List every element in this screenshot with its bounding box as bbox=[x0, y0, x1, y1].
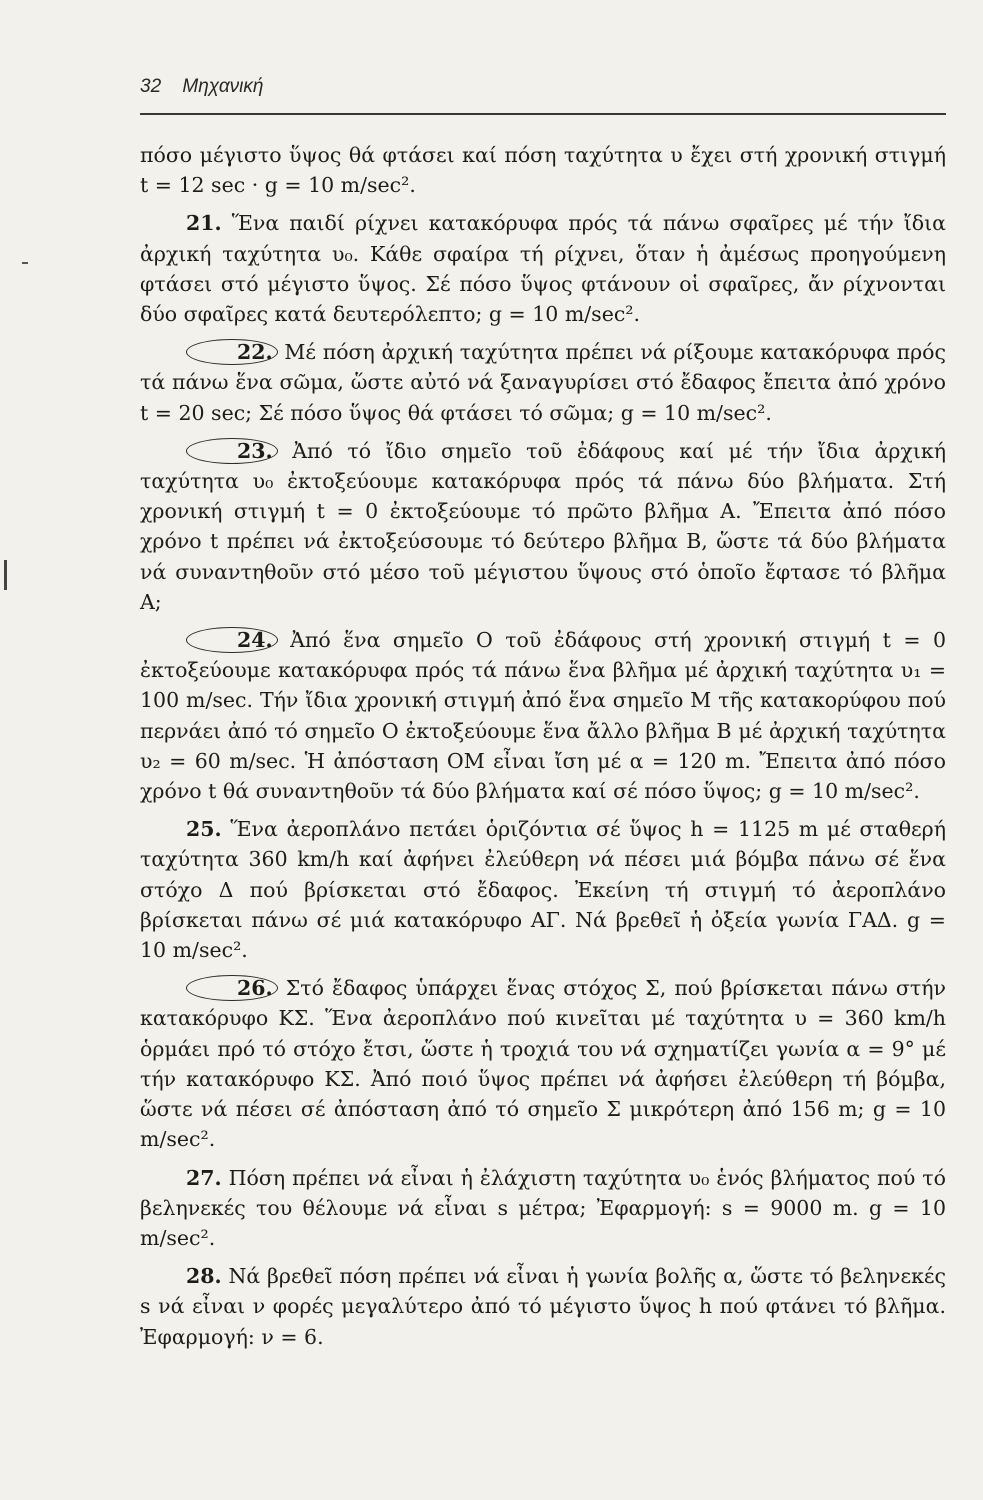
problem-number: 25. bbox=[186, 817, 222, 842]
paragraph-text: Στό ἔδαφος ὑπάρχει ἕνας στόχος Σ, πού βρίσκεται πάνω στήν κατακόρυφο ΚΣ. Ἕνα ἀεροπλάνο πού κινεῖται μέ ταχύτητα υ = 360 km/h ὁρμάει πρό τό στόχο ἔτσι, ὥστε ἡ τροχιά του νά σχηματίζει γωνία α = 9° μέ τήν κατακόρυφο ΚΣ. Ἀπό ποιό ὕψος πρέπει νά ἀφήσει ἐλεύθερη τή βόμβα, ὥστε νά πέσει σέ ἀπόσταση ἀπό τό σημεῖο Σ μικρότερη ἀπό 156 m; g = 10 m/sec². bbox=[140, 976, 946, 1152]
problem-21 bbox=[140, 208, 946, 329]
paragraph-text: Ἕνα ἀεροπλάνο πετάει ὁριζόντια σέ ὕψος h = 1125 m μέ σταθερή ταχύτητα 360 km/h καί ἀφήνει ἐλεύθερη νά πέσει μιά βόμβα πάνω σέ ἕνα στόχο Δ πού βρίσκεται στό ἔδαφος. Ἐκείνη τή στιγμή τό ἀεροπλάνο βρίσκεται πάνω σέ μιά κατακόρυφο ΑΓ. Νά βρεθεῖ ἡ ὀξεία γωνία ΓΑΔ. g = 10 m/sec². bbox=[140, 817, 946, 963]
paragraph-text: Μέ πόση ἀρχική ταχύτητα πρέπει νά ρίξουμε κατακόρυφα πρός τά πάνω ἕνα σῶμα, ὥστε αὐτό νά ξαναγυρίσει στό ἔδαφος ἔπειτα ἀπό χρόνο t = 20 sec; Σέ πόσο ὕψος θά φτάσει τό σῶμα; g = 10 m/sec². bbox=[140, 340, 946, 425]
problems-text bbox=[140, 140, 946, 1352]
problem-26 bbox=[140, 973, 946, 1154]
margin-mark bbox=[22, 262, 28, 264]
problem-number: 28. bbox=[186, 1264, 222, 1289]
paragraph-text: Ἕνα παιδί ρίχνει κατακόρυφα πρός τά πάνω σφαῖρες μέ τήν ἴδια ἀρχική ταχύτητα υ₀. Κάθε σφαίρα τή ρίχνει, ὅταν ἡ ἀμέσως προηγούμενη φτάσει στό μέγιστο ὕψος. Σέ πόσο ὕψος φτάνουν οἱ σφαῖρες, ἄν ρίχνονται δύο σφαῖρες κατά δευτερόλεπτο; g = 10 m/sec². bbox=[140, 211, 946, 327]
problem-number: 21. bbox=[186, 211, 222, 236]
problem-number: 24. bbox=[186, 627, 278, 653]
problem-24 bbox=[140, 625, 946, 806]
problem-25 bbox=[140, 814, 946, 965]
problem-27 bbox=[140, 1163, 946, 1254]
problem-number: 27. bbox=[186, 1165, 222, 1190]
problem-number: 23. bbox=[186, 438, 278, 464]
problem-number: 22. bbox=[186, 339, 278, 365]
running-title: Μηχανική bbox=[182, 76, 264, 97]
paragraph-text: Ἀπό ἕνα σημεῖο Ο τοῦ ἐδάφους στή χρονική στιγμή t = 0 ἐκτοξεύουμε κατακόρυφα πρός τά πάνω ἕνα βλῆμα μέ ἀρχική ταχύτητα υ₁ = 100 m/sec. Τήν ἴδια χρονική στιγμή ἀπό ἕνα σημεῖο Μ τῆς κατακορύφου πού περνάει ἀπό τό σημεῖο Ο ἐκτοξεύουμε ἕνα ἄλλο βλῆμα Β μέ ἀρχική ταχύτητα υ₂ = 60 m/sec. Ἡ ἀπόσταση ΟΜ εἶναι ἴση μέ α = 120 m. Ἔπειτα ἀπό πόσο χρόνο t θά συναντηθοῦν τά δύο βλήματα καί σέ πόσο ὕψος; g = 10 m/sec². bbox=[140, 628, 946, 804]
paragraph-text: Πόση πρέπει νά εἶναι ἡ ἐλάχιστη ταχύτητα υ₀ ἑνός βλήματος πού τό βεληνεκές του θέλουμε νά εἶναι s μέτρα; Ἐφαρμογή: s = 9000 m. g = 10 m/sec². bbox=[140, 1165, 946, 1250]
problem-20-continuation bbox=[140, 140, 946, 200]
page-number: 32 bbox=[140, 76, 162, 97]
paragraph-text: Ἀπό τό ἴδιο σημεῖο τοῦ ἐδάφους καί μέ τήν ἴδια ἀρχική ταχύτητα υ₀ ἐκτοξεύουμε κατακόρυφα πρός τά πάνω δύο βλήματα. Στή χρονική στιγμή t = 0 ἐκτοξεύουμε τό πρῶτο βλῆμα Α. Ἔπειτα ἀπό πόσο χρόνο t πρέπει νά ἐκτοξεύσουμε τό δεύτερο βλῆμα Β, ὥστε τά δύο βλήματα νά συναντηθοῦν στό μέσο τοῦ μέγιστου ὕψους στό ὁποῖο ἔφτασε τό βλῆμα Α; bbox=[140, 438, 946, 614]
problem-22 bbox=[140, 337, 946, 428]
header-rule bbox=[140, 113, 946, 115]
problem-23 bbox=[140, 436, 946, 617]
problem-28 bbox=[140, 1261, 946, 1352]
problem-number: 26. bbox=[186, 975, 278, 1001]
paragraph-text: πόσο μέγιστο ὕψος θά φτάσει καί πόση ταχύτητα υ ἔχει στή χρονική στιγμή t = 12 sec · g = 10 m/sec². bbox=[140, 143, 946, 198]
paragraph-text: Νά βρεθεῖ πόση πρέπει νά εἶναι ἡ γωνία βολῆς α, ὥστε τό βεληνεκές s νά εἶναι ν φορές μεγαλύτερο ἀπό τό μέγιστο ὕψος h πού φτάνει τό βλῆμα. Ἐφαρμογή: ν = 6. bbox=[140, 1264, 946, 1349]
binding-mark bbox=[4, 560, 7, 590]
running-header bbox=[140, 76, 946, 110]
